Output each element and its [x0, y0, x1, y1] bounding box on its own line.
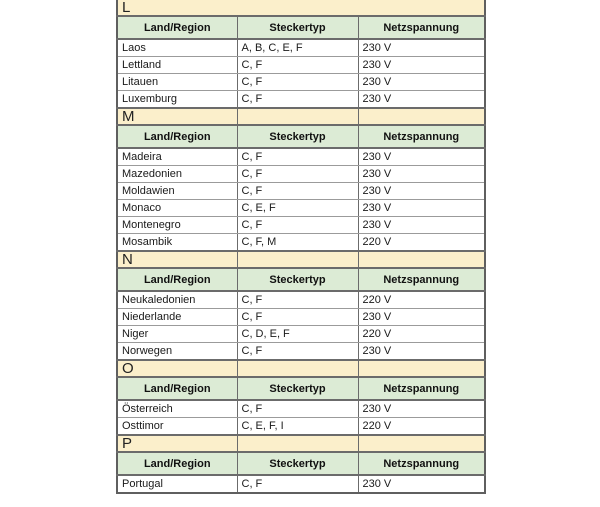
steckertyp-cell: C, F	[237, 217, 358, 234]
steckertyp-cell: C, F	[237, 475, 358, 493]
land-cell: Monaco	[117, 200, 237, 217]
netzspannung-cell: 230 V	[358, 91, 485, 109]
steckertyp-cell: C, E, F, I	[237, 418, 358, 436]
section-letter-empty-cell	[237, 251, 358, 268]
steckertyp-cell: C, F	[237, 309, 358, 326]
steckertyp-cell: C, F	[237, 148, 358, 166]
column-header-row	[117, 452, 485, 475]
netzspannung-cell: 220 V	[358, 291, 485, 309]
netzspannung-cell: 230 V	[358, 57, 485, 74]
section-letter-empty-cell	[237, 108, 358, 125]
netzspannung-cell: 220 V	[358, 418, 485, 436]
netzspannung-cell: 230 V	[358, 74, 485, 91]
section-letter-empty-cell	[237, 435, 358, 452]
land-cell: Montenegro	[117, 217, 237, 234]
table-body	[117, 0, 485, 493]
land-cell: Mazedonien	[117, 166, 237, 183]
column-header-land: Land/Region	[117, 16, 237, 39]
steckertyp-cell: C, F	[237, 74, 358, 91]
column-header-netzspannung: Netzspannung	[358, 452, 485, 475]
section-letter-row	[117, 360, 485, 377]
table-row	[117, 91, 485, 109]
land-cell: Litauen	[117, 74, 237, 91]
column-header-steckertyp: Steckertyp	[237, 268, 358, 291]
section-letter-empty-cell	[358, 108, 485, 125]
column-header-steckertyp: Steckertyp	[237, 125, 358, 148]
section-letter-empty-cell	[237, 360, 358, 377]
column-header-netzspannung: Netzspannung	[358, 125, 485, 148]
table-row	[117, 166, 485, 183]
section-letter-empty-cell	[358, 360, 485, 377]
land-cell: Osttimor	[117, 418, 237, 436]
netzspannung-cell: 230 V	[358, 183, 485, 200]
land-cell: Moldawien	[117, 183, 237, 200]
column-header-land: Land/Region	[117, 452, 237, 475]
section-letter-cell: P	[117, 435, 237, 452]
table-row	[117, 148, 485, 166]
column-header-steckertyp: Steckertyp	[237, 452, 358, 475]
section-letter-cell: O	[117, 360, 237, 377]
table-row	[117, 57, 485, 74]
land-cell: Österreich	[117, 400, 237, 418]
steckertyp-cell: C, F	[237, 91, 358, 109]
section-letter-empty-cell	[358, 251, 485, 268]
table-row	[117, 418, 485, 436]
table-row	[117, 400, 485, 418]
land-cell: Madeira	[117, 148, 237, 166]
netzspannung-cell: 230 V	[358, 217, 485, 234]
steckertyp-cell: C, F	[237, 343, 358, 361]
land-cell: Niederlande	[117, 309, 237, 326]
netzspannung-cell: 220 V	[358, 326, 485, 343]
land-cell: Portugal	[117, 475, 237, 493]
table-row	[117, 309, 485, 326]
column-header-row	[117, 268, 485, 291]
table-row	[117, 234, 485, 252]
table-row	[117, 200, 485, 217]
column-header-row	[117, 125, 485, 148]
netzspannung-cell: 230 V	[358, 400, 485, 418]
table-row	[117, 39, 485, 57]
steckertyp-cell: C, E, F	[237, 200, 358, 217]
netzspannung-cell: 230 V	[358, 200, 485, 217]
section-letter-row	[117, 0, 485, 16]
column-header-steckertyp: Steckertyp	[237, 377, 358, 400]
section-letter-row	[117, 108, 485, 125]
land-cell: Luxemburg	[117, 91, 237, 109]
column-header-land: Land/Region	[117, 125, 237, 148]
steckertyp-cell: C, F	[237, 57, 358, 74]
section-letter-cell: N	[117, 251, 237, 268]
steckertyp-cell: C, F	[237, 166, 358, 183]
column-header-land: Land/Region	[117, 377, 237, 400]
land-cell: Laos	[117, 39, 237, 57]
land-cell: Norwegen	[117, 343, 237, 361]
table-row	[117, 326, 485, 343]
netzspannung-cell: 230 V	[358, 39, 485, 57]
section-letter-row	[117, 251, 485, 268]
section-letter-cell: L	[117, 0, 485, 16]
column-header-netzspannung: Netzspannung	[358, 16, 485, 39]
steckertyp-cell: C, F, M	[237, 234, 358, 252]
column-header-netzspannung: Netzspannung	[358, 377, 485, 400]
table-row	[117, 343, 485, 361]
section-letter-cell: M	[117, 108, 237, 125]
land-cell: Niger	[117, 326, 237, 343]
netzspannung-cell: 230 V	[358, 148, 485, 166]
steckertyp-cell: C, F	[237, 400, 358, 418]
netzspannung-cell: 230 V	[358, 475, 485, 493]
column-header-steckertyp: Steckertyp	[237, 16, 358, 39]
land-cell: Lettland	[117, 57, 237, 74]
land-cell: Mosambik	[117, 234, 237, 252]
land-cell: Neukaledonien	[117, 291, 237, 309]
column-header-row	[117, 16, 485, 39]
netzspannung-cell: 230 V	[358, 166, 485, 183]
netzspannung-cell: 230 V	[358, 343, 485, 361]
plug-voltage-table	[116, 0, 486, 494]
column-header-row	[117, 377, 485, 400]
column-header-land: Land/Region	[117, 268, 237, 291]
section-letter-empty-cell	[358, 435, 485, 452]
steckertyp-cell: C, F	[237, 183, 358, 200]
steckertyp-cell: A, B, C, E, F	[237, 39, 358, 57]
column-header-netzspannung: Netzspannung	[358, 268, 485, 291]
table-row	[117, 217, 485, 234]
steckertyp-cell: C, F	[237, 291, 358, 309]
table-row	[117, 291, 485, 309]
section-letter-row	[117, 435, 485, 452]
table-row	[117, 183, 485, 200]
table-row	[117, 74, 485, 91]
table-row	[117, 475, 485, 493]
steckertyp-cell: C, D, E, F	[237, 326, 358, 343]
netzspannung-cell: 230 V	[358, 309, 485, 326]
netzspannung-cell: 220 V	[358, 234, 485, 252]
